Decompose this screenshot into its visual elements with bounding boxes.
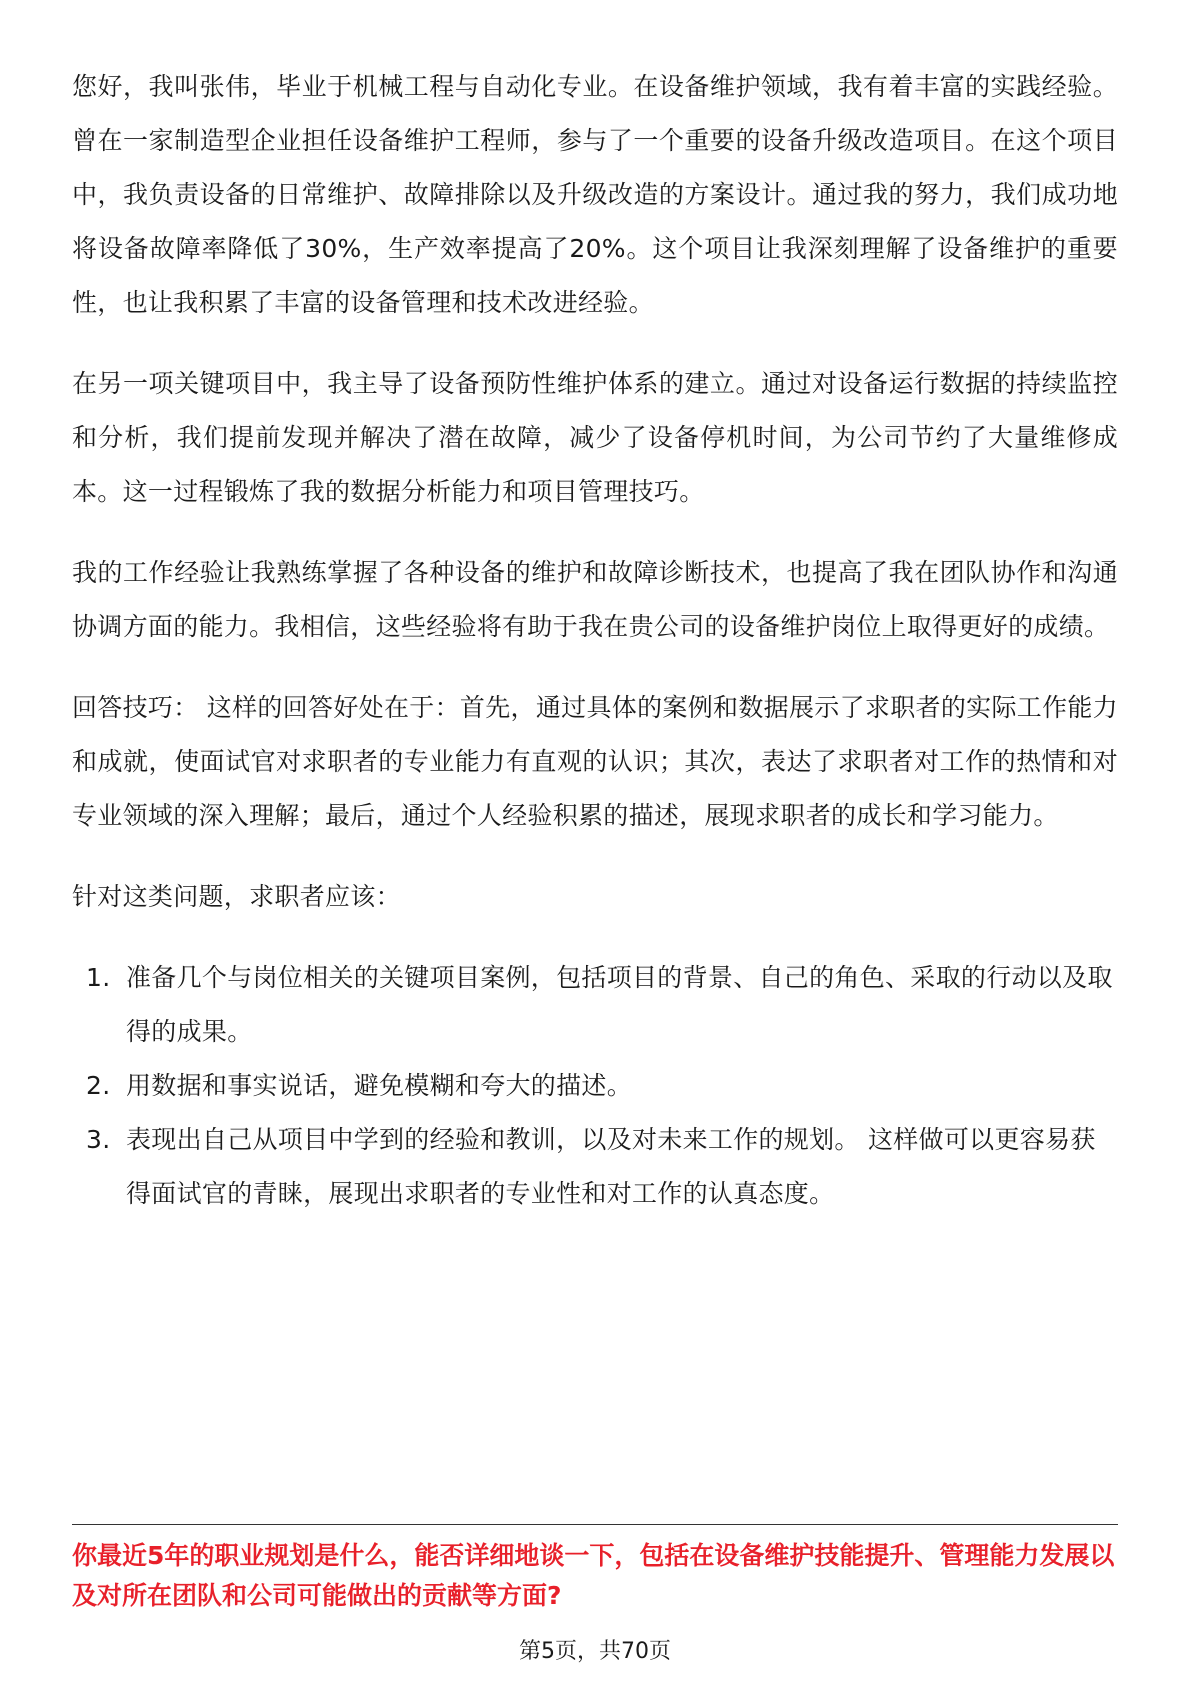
page-number: 第5页，共70页 [519,1639,671,1664]
list-text: 表现出自己从项目中学到的经验和教训，以及对未来工作的规划。 这样做可以更容易获得面试官的青睐，展现出求职者的专业性和对工作的认真态度。 [126,1125,1096,1208]
list-number: 1. [86,963,111,992]
answer-body [72,60,1118,1221]
paragraph-answer-tips: 回答技巧： 这样的回答好处在于：首先，通过具体的案例和数据展示了求职者的实际工作能力和成就，使面试官对求职者的专业能力有直观的认识；其次，表达了求职者对工作的热情和对专业领域的深入理解；最后，通过个人经验积累的描述，展现求职者的成长和学习能力。 [72,693,1118,830]
list-item [72,1059,1118,1113]
list-text: 用数据和事实说话，避免模糊和夸大的描述。 [126,1071,633,1100]
list-item [72,1113,1118,1221]
paragraph-experience-summary: 我的工作经验让我熟练掌握了各种设备的维护和故障诊断技术，也提高了我在团队协作和沟通协调方面的能力。我相信，这些经验将有助于我在贵公司的设备维护岗位上取得更好的成绩。 [72,558,1118,641]
list-number: 3. [86,1125,111,1154]
section-divider [72,1524,1118,1525]
paragraph-preventive-maintenance: 在另一项关键项目中，我主导了设备预防性维护体系的建立。通过对设备运行数据的持续监控和分析，我们提前发现并解决了潜在故障，减少了设备停机时间，为公司节约了大量维修成本。这一过程锻炼了我的数据分析能力和项目管理技巧。 [72,369,1118,506]
next-question: 你最近5年的职业规划是什么，能否详细地谈一下，包括在设备维护技能提升、管理能力发展以及对所在团队和公司可能做出的贡献等方面? [72,1541,1115,1610]
paragraph-advice-lead: 针对这类问题，求职者应该： [72,882,401,911]
paragraph-intro: 您好，我叫张伟，毕业于机械工程与自动化专业。在设备维护领域，我有着丰富的实践经验。曾在一家制造型企业担任设备维护工程师，参与了一个重要的设备升级改造项目。在这个项目中，我负责设备的日常维护、故障排除以及升级改造的方案设计。通过我的努力，我们成功地将设备故障率降低了30%，生产效率提高了20%。这个项目让我深刻理解了设备维护的重要性，也让我积累了丰富的设备管理和技术改进经验。 [72,72,1118,317]
list-item [72,951,1118,1059]
advice-list [72,951,1118,1221]
list-number: 2. [86,1071,111,1100]
list-text: 准备几个与岗位相关的关键项目案例，包括项目的背景、自己的角色、采取的行动以及取得的成果。 [126,963,1113,1046]
